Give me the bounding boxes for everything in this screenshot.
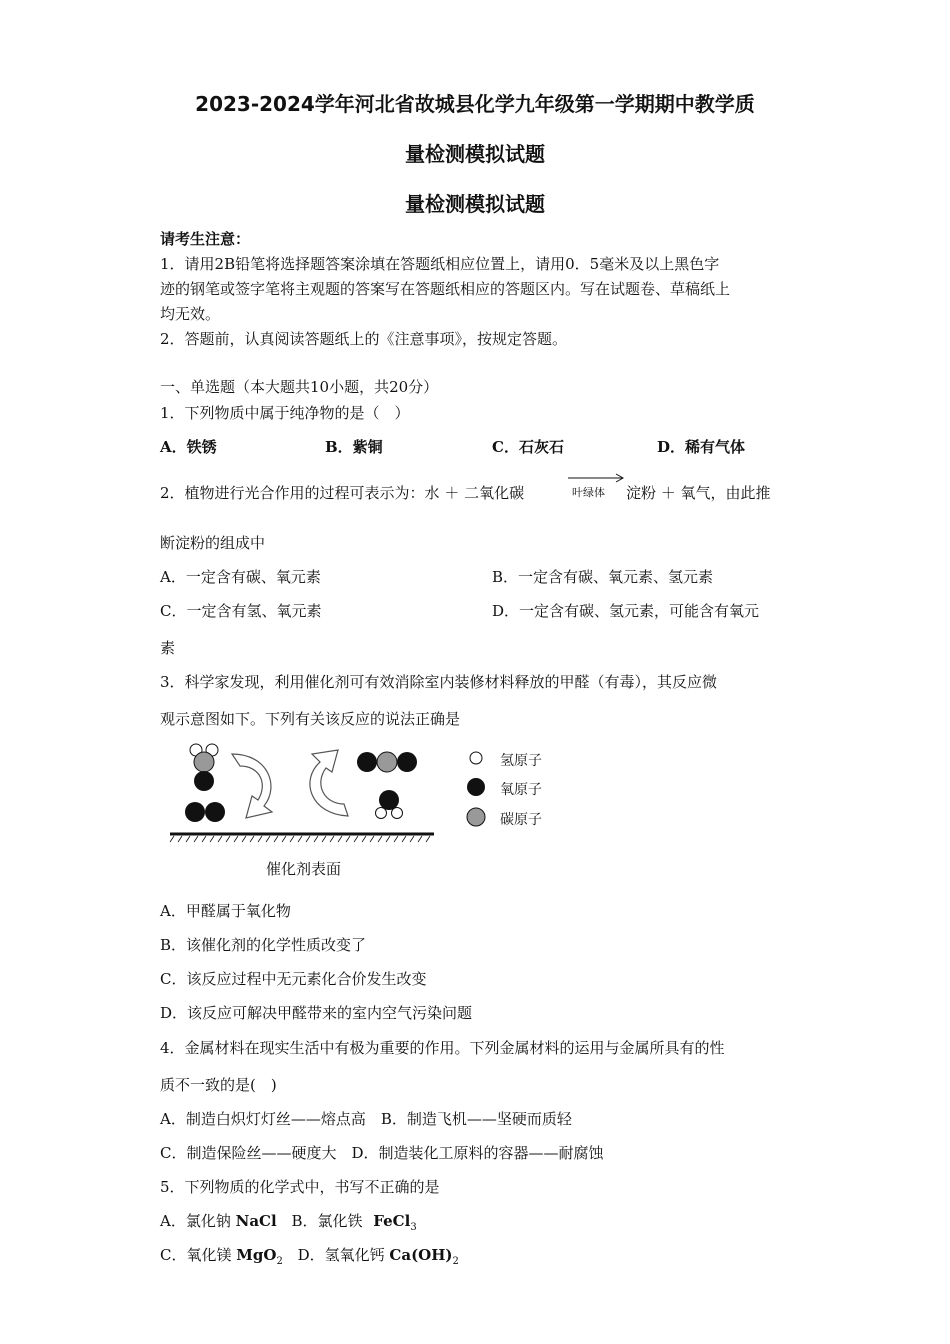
- q2-option-c[interactable]: C．一定含有氢、氧元素: [160, 602, 322, 620]
- q5-option-d-label[interactable]: D．氢氧化钙: [297, 1246, 385, 1264]
- q5-option-c-label[interactable]: C．氧化镁: [160, 1246, 232, 1264]
- legend-hydrogen-icon: [470, 752, 482, 764]
- q3-option-c[interactable]: C．该反应过程中无元素化合价发生改变: [160, 970, 427, 988]
- q4-stem-line1: 4．金属材料在现实生活中有极为重要的作用。下列金属材料的运用与金属所具有的性: [160, 1039, 725, 1057]
- q2-stem-part1: 2．植物进行光合作用的过程可表示为：水 ＋ 二氧化碳: [160, 484, 525, 502]
- q2-condition: 叶绿体: [572, 486, 605, 499]
- q5-option-d-formula: Ca(OH): [389, 1246, 453, 1264]
- legend-oxygen-label: 氧原子: [500, 782, 542, 798]
- oxygen-atom: [357, 752, 377, 772]
- notice-item1-line1: 1．请用2B铅笔将选择题答案涂填在答题纸相应位置上，请用0．5毫米及以上黑色字: [160, 255, 720, 273]
- q4-options-row1[interactable]: A．制造白炽灯灯丝——熔点高 B．制造飞机——坚硬而质轻: [160, 1110, 572, 1128]
- q3-option-b[interactable]: B．该催化剂的化学性质改变了: [160, 936, 367, 954]
- q2-option-d[interactable]: D．一定含有碳、氢元素，可能含有氧元: [492, 602, 760, 620]
- oxygen-atom: [185, 802, 205, 822]
- catalyst-surface-label: 催化剂表面: [266, 860, 342, 878]
- q1-option-a[interactable]: A．铁锈: [160, 438, 217, 456]
- q5-option-d-subscript: 2: [452, 1256, 459, 1267]
- oxygen-atom: [379, 790, 399, 810]
- q4-stem-line2: 质不一致的是( ): [160, 1076, 277, 1094]
- q5-option-c-formula: MgO: [236, 1246, 277, 1264]
- q2-option-a[interactable]: A．一定含有碳、氧元素: [160, 568, 321, 586]
- q5-stem: 5．下列物质的化学式中，书写不正确的是: [160, 1178, 440, 1196]
- legend-hydrogen-label: 氢原子: [500, 753, 542, 769]
- oxygen-atom: [194, 771, 214, 791]
- q2-option-b[interactable]: B．一定含有碳、氧元素、氢元素: [492, 568, 714, 586]
- legend-carbon-label: 碳原子: [500, 812, 542, 828]
- hydrogen-atom: [392, 808, 403, 819]
- formaldehyde-molecule: [190, 744, 218, 791]
- q1-option-b[interactable]: B．紫铜: [325, 438, 383, 456]
- curved-arrow-icon: [310, 750, 348, 816]
- notice-item2: 2．答题前，认真阅读答题纸上的《注意事项》，按规定答题。: [160, 330, 568, 348]
- section-heading: 一、单选题（本大题共10小题，共20分）: [160, 378, 439, 396]
- q3-stem-line1: 3．科学家发现，利用催化剂可有效消除室内装修材料释放的甲醛（有毒），其反应微: [160, 673, 718, 691]
- q4-options-row2[interactable]: C．制造保险丝——硬度大 D．制造装化工原料的容器——耐腐蚀: [160, 1144, 604, 1162]
- notice-heading: 请考生注意：: [160, 230, 251, 248]
- exam-title-line3: 量检测模拟试题: [405, 192, 545, 216]
- q1-option-c[interactable]: C．石灰石: [492, 438, 564, 456]
- carbon-atom: [194, 752, 214, 772]
- hydrogen-atom: [376, 808, 387, 819]
- q1-stem: 1．下列物质中属于纯净物的是（ ）: [160, 404, 410, 422]
- notice-item1-line3: 均无效。: [160, 305, 221, 323]
- q3-option-d[interactable]: D．该反应可解决甲醛带来的室内空气污染问题: [160, 1004, 473, 1022]
- q1-option-d[interactable]: D．稀有气体: [657, 438, 746, 456]
- oxygen-atom: [205, 802, 225, 822]
- notice-item1-line2: 迹的钢笔或签字笔将主观题的答案写在答题纸相应的答题区内。写在试题卷、草稿纸上: [160, 280, 731, 298]
- surface-hatching: [170, 836, 430, 842]
- legend-oxygen-icon: [467, 778, 485, 796]
- q3-option-a[interactable]: A．甲醛属于氧化物: [160, 902, 291, 920]
- q5-option-a-formula: NaCl: [235, 1212, 277, 1230]
- q5-option-b-label[interactable]: B．氯化铁: [291, 1212, 363, 1230]
- q3-stem-line2: 观示意图如下。下列有关该反应的说法正确是: [160, 710, 461, 728]
- q2-option-d-wrap: 素: [160, 639, 176, 657]
- q5-options-row2: [160, 1244, 459, 1267]
- oxygen-molecule-on-surface: [185, 802, 225, 822]
- exam-title-line2: 量检测模拟试题: [405, 142, 545, 166]
- q5-option-b-formula: FeCl: [373, 1212, 411, 1230]
- carbon-dioxide-molecule: [357, 752, 417, 772]
- exam-title-line1: 2023-2024学年河北省故城县化学九年级第一学期期中教学质: [195, 92, 755, 116]
- water-molecule: [376, 790, 403, 819]
- q5-option-a-label[interactable]: A．氯化钠: [160, 1212, 231, 1230]
- legend-carbon-icon: [467, 808, 485, 826]
- oxygen-atom: [397, 752, 417, 772]
- curved-arrow-icon: [232, 754, 272, 818]
- q5-option-c-subscript: 2: [276, 1256, 283, 1267]
- q2-stem-part2: 淀粉 ＋ 氧气，由此推: [626, 484, 771, 502]
- carbon-atom: [377, 752, 397, 772]
- q2-stem-line2: 断淀粉的组成中: [160, 534, 266, 552]
- q5-options-row1: [160, 1210, 417, 1233]
- q5-option-b-subscript: 3: [410, 1222, 417, 1233]
